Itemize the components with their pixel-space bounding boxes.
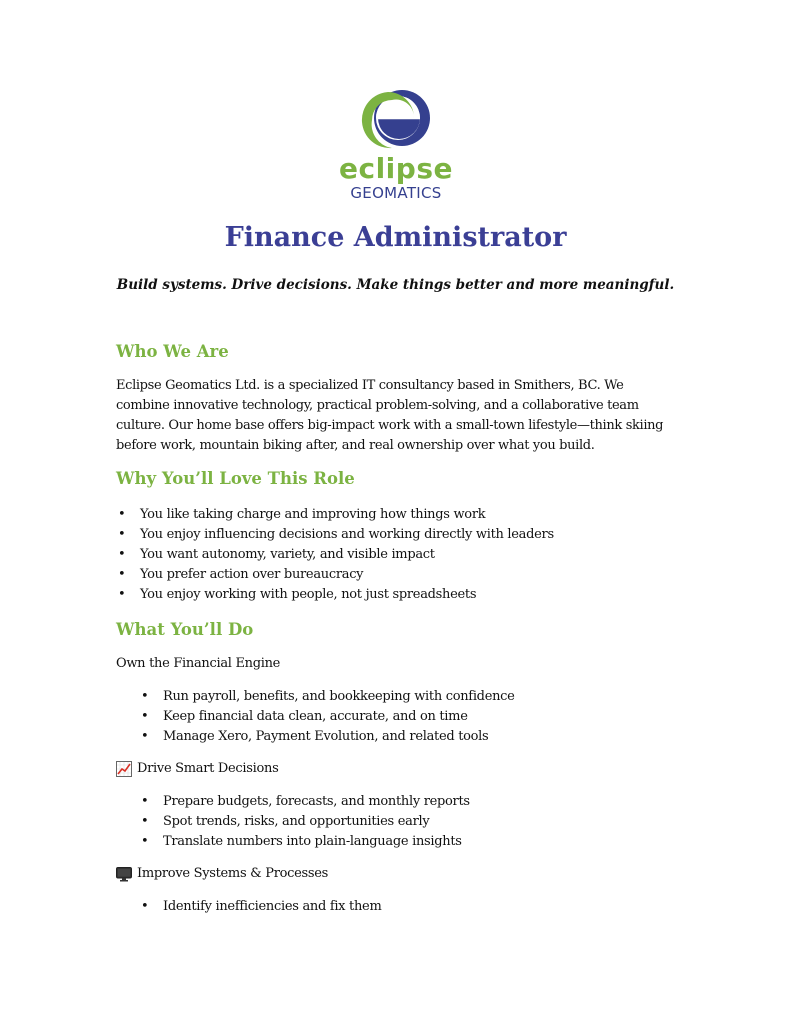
subheading-own-financial-engine xyxy=(116,654,280,674)
bullet: • xyxy=(141,729,149,744)
list-item xyxy=(118,525,554,545)
section-heading-why-love-role: Why You’ll Love This Role xyxy=(116,469,355,488)
list-item-text: You like taking charge and improving how things work xyxy=(140,507,486,522)
why-love-role-list xyxy=(118,505,554,605)
bullet: • xyxy=(141,794,149,809)
list-item-text: You enjoy working with people, not just spreadsheets xyxy=(140,587,477,602)
bullet: • xyxy=(141,709,149,724)
section-heading-who-we-are: Who We Are xyxy=(116,342,229,361)
company-logo xyxy=(331,88,461,202)
list-item-text: Spot trends, risks, and opportunities early xyxy=(163,814,430,829)
bullet: • xyxy=(141,689,149,704)
list-item-text: Keep financial data clean, accurate, and on time xyxy=(163,709,468,724)
bullet: • xyxy=(118,507,126,522)
list-item-text: You want autonomy, variety, and visible impact xyxy=(140,547,435,562)
list-item-text: Translate numbers into plain-language insights xyxy=(163,834,462,849)
subheading-text: Drive Smart Decisions xyxy=(137,761,279,776)
list-item-text: Prepare budgets, forecasts, and monthly reports xyxy=(163,794,470,809)
list-item-text: Manage Xero, Payment Evolution, and related tools xyxy=(163,729,489,744)
desktop-computer-icon xyxy=(116,866,132,882)
chart-increasing-icon xyxy=(116,761,132,777)
bullet: • xyxy=(141,899,149,914)
smart-decisions-list xyxy=(141,792,470,852)
list-item xyxy=(141,687,515,707)
list-item xyxy=(141,792,470,812)
subheading-text: Own the Financial Engine xyxy=(116,656,281,671)
list-item xyxy=(118,585,554,605)
list-item xyxy=(141,897,382,917)
bullet: • xyxy=(118,527,126,542)
section-heading-what-youll-do: What You’ll Do xyxy=(116,620,254,639)
list-item xyxy=(141,707,515,727)
list-item xyxy=(118,505,554,525)
list-item xyxy=(141,727,515,747)
list-item xyxy=(141,832,470,852)
logo-subtitle: GEOMATICS xyxy=(350,184,442,202)
list-item xyxy=(118,545,554,565)
logo-wordmark: eclipse xyxy=(339,152,453,185)
eclipse-logo-icon xyxy=(358,88,434,152)
list-item xyxy=(118,565,554,585)
list-item-text: You prefer action over bureaucracy xyxy=(140,567,364,582)
bullet: • xyxy=(118,547,126,562)
bullet: • xyxy=(141,814,149,829)
bullet: • xyxy=(141,834,149,849)
list-item-text: Run payroll, benefits, and bookkeeping with confidence xyxy=(163,689,515,704)
bullet: • xyxy=(118,587,126,602)
list-item xyxy=(141,812,470,832)
tagline: Build systems. Drive decisions. Make things better and more meaningful. xyxy=(116,277,675,293)
bullet: • xyxy=(118,567,126,582)
subheading-drive-smart-decisions xyxy=(116,759,278,779)
subheading-improve-systems xyxy=(116,864,328,884)
who-we-are-paragraph: Eclipse Geomatics Ltd. is a specialized IT consultancy based in Smithers, BC. We combine innovative technology, practical problem-solving, and a collaborative team culture. Our home base offers big-impact work with a small-town lifestyle—think skiing before work, mountain biking after, and real ownership over what you build. xyxy=(116,378,664,453)
improve-systems-list xyxy=(141,897,382,917)
list-item-text: Identify inefficiencies and fix them xyxy=(163,899,382,914)
list-item-text: You enjoy influencing decisions and working directly with leaders xyxy=(140,527,554,542)
subheading-text: Improve Systems & Processes xyxy=(137,866,329,881)
financial-engine-list xyxy=(141,687,515,747)
page-title: Finance Administrator xyxy=(224,222,567,253)
